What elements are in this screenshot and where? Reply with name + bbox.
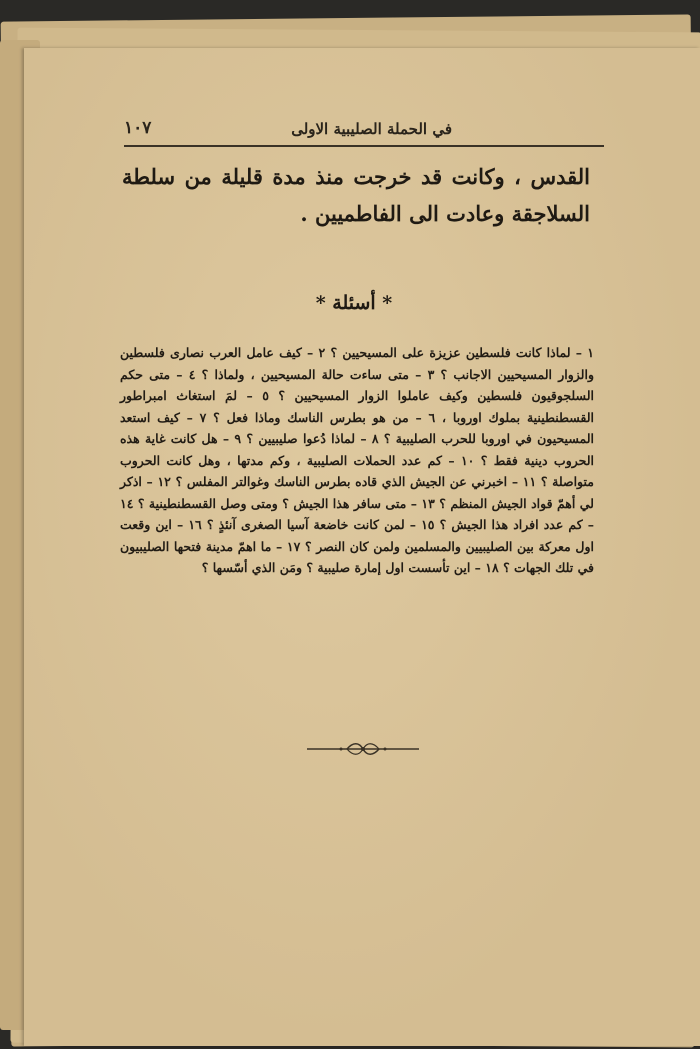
page-number: ١٠٧: [124, 118, 152, 138]
ornament-divider: [307, 740, 419, 756]
running-header: [124, 120, 604, 148]
intro-paragraph: القدس ، وكانت قد خرجت منذ مدة قليلة من سلطة السلاجقة وعادت الى الفاطميين .: [122, 164, 590, 226]
header-rule: [124, 145, 604, 147]
header-title: في الحملة الصليبية الاولى: [291, 120, 452, 138]
questions-paragraph: ١ – لماذا كانت فلسطين عزيزة على المسيحيين ؟ ٢ – كيف عامل العرب نصارى فلسطين والزوار المسيحيين الاجانب ؟ ٣ – متى ساءت حالة المسيحيين ، ولماذا ؟ ٤ – متى حكم السلجوقيون فلسطين وكيف عاملوا الزوار المسيحيين ؟ ٥ – لمَ استغاث امبراطور القسطنطينية بملوك اوروبا ، ٦ – من هو بطرس الناسك وماذا فعل ؟ ٧ – كيف استعد المسيحيون في اوروبا للحرب الصليبية ؟ ٨ – لماذا دُعوا صليبيين ؟ ٩ – هل كانت غاية هذه الحروب دينية فقط ؟ ١٠ – كم عدد الحملات الصليبية ، وكم مدتها ، وهل كانت الحروب متواصلة ؟ ١١ – اخبرني عن الجيش الذي قاده بطرس الناسك وغوالتر المفلس ؟ ١٢ – اذكر لي أهمّ قواد الجيش المنظم ؟ ١٣ – متى سافر هذا الجيش ؟ ومتى وصل القسطنطينية ؟ ١٤ – كم عدد افراد هذا الجيش ؟ ١٥ – لمن كانت خاضعة آسيا الصغرى آنئذٍ ؟ ١٦ – اين وقعت اول معركة بين الصليبيين والمسلمين ولمن كان النصر ؟ ١٧ – ما اهمّ مدينة فتحها الصليبيون في تلك الجهات ؟ ١٨ – اين تأسست اول إمارة صليبية ؟ ومَن الذي أسّسها ؟: [120, 345, 595, 575]
section-title: * أسئلة *: [315, 292, 393, 314]
book-page: [24, 48, 700, 1046]
